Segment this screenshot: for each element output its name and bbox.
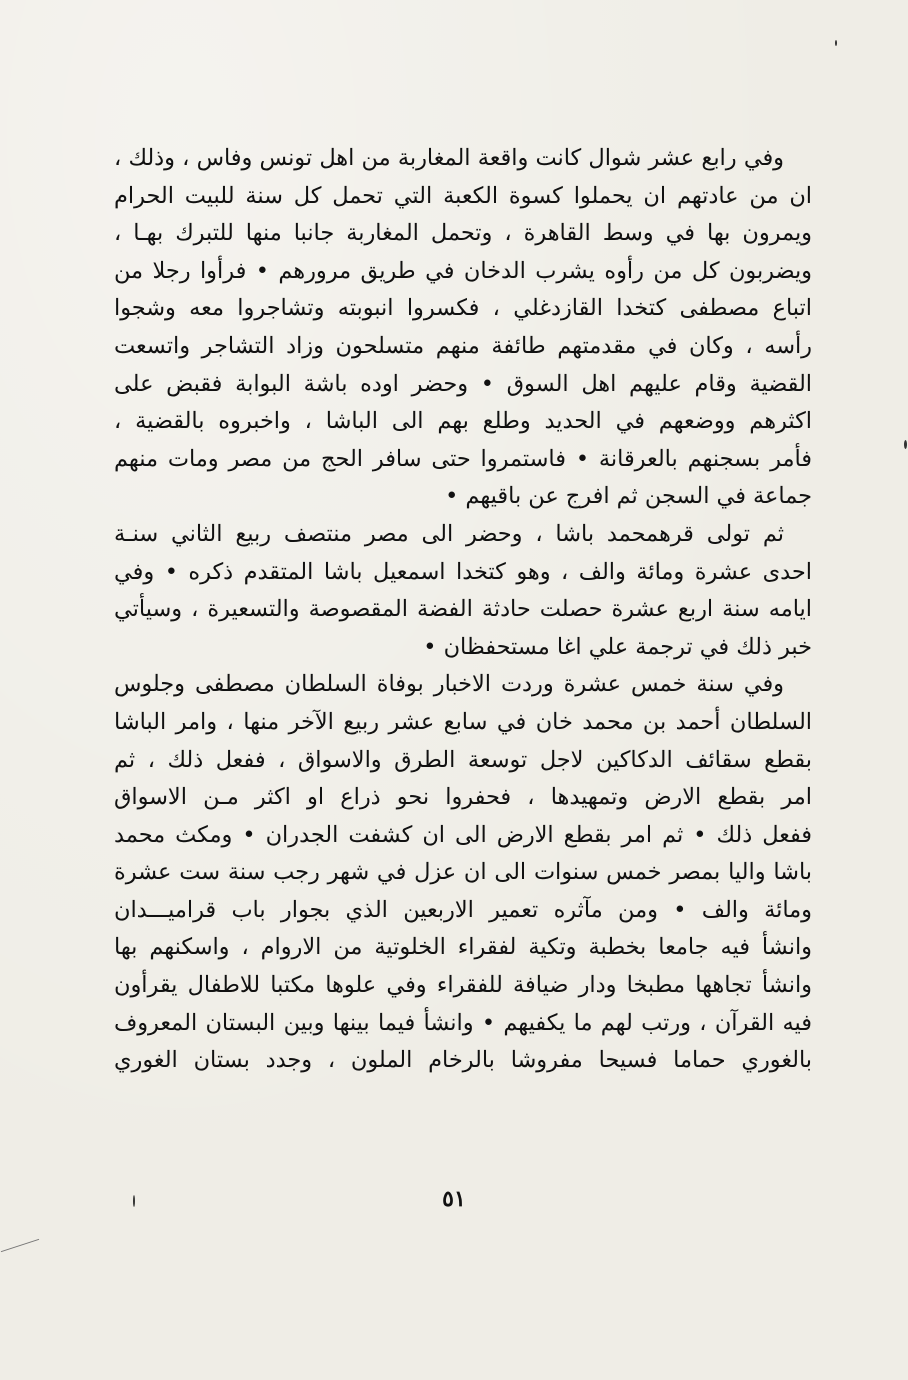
text-line: ففعل ذلك • ثم امر بقطع الارض الى ان كشفت الجدران • ومكث محمد bbox=[114, 821, 812, 848]
text-line: ان من عادتهم ان يحملوا كسوة الكعبة التي تحمل كل سنة للبيت الحرام bbox=[114, 182, 812, 209]
scan-speck bbox=[133, 1195, 135, 1207]
text-line: بالغوري حماما فسيحا مفروشا بالرخام الملون ، وجدد بستان الغوري bbox=[114, 1047, 812, 1074]
text-line: خبر ذلك في ترجمة علي اغا مستحفظان • bbox=[423, 633, 812, 660]
text-line: ويمرون بها في وسط القاهرة ، وتحمل المغاربة جانبا منها للتبرك بهـا ، bbox=[114, 220, 812, 247]
text-line: اتباع مصطفى كتخدا القازدغلي ، فكسروا انبوبته وتشاجروا معه وشجوا bbox=[114, 295, 812, 322]
text-line: جماعة في السجن ثم افرج عن باقيهم • bbox=[445, 483, 812, 510]
scan-scratch bbox=[1, 1239, 39, 1252]
text-line: احدى عشرة ومائة والف ، وهو كتخدا اسمعيل باشا المتقدم ذكره • وفي bbox=[114, 558, 812, 585]
text-line: فأمر بسجنهم بالعرقانة • فاستمروا حتى سافر الحج من مصر ومات منهم bbox=[114, 445, 812, 472]
scan-speck bbox=[835, 40, 837, 46]
text-line: امر بقطع الارض وتمهيدها ، فحفروا نحو ذراع او اكثر مـن الاسواق bbox=[114, 784, 812, 811]
scan-speck bbox=[904, 440, 907, 449]
text-line: وانشأ فيه جامعا بخطبة وتكية لفقراء الخلوتية من الاروام ، واسكنهم بها bbox=[114, 934, 812, 961]
page-number: ٥١ bbox=[442, 1186, 466, 1212]
text-line: وانشأ تجاهها مطبخا ودار ضيافة للفقراء وفي علوها مكتبا للاطفال يقرأون bbox=[114, 972, 812, 999]
text-line: فيه القرآن ، ورتب لهم ما يكفيهم • وانشأ فيما بينها وبين البستان المعروف bbox=[114, 1009, 812, 1036]
text-line: وفي رابع عشر شوال كانت واقعة المغاربة من اهل تونس وفاس ، وذلك ، bbox=[114, 145, 784, 171]
text-line: السلطان أحمد بن محمد خان في سابع عشر ربيع الآخر منها ، وامر الباشا bbox=[114, 708, 812, 735]
text-line: القضية وقام عليهم اهل السوق • وحضر اوده باشة البوابة فقبض على bbox=[114, 370, 812, 397]
text-line: ويضربون كل من رأوه يشرب الدخان في طريق مرورهم • فرأوا رجلا من bbox=[114, 257, 812, 284]
text-line: ثم تولى قرهمحمد باشا ، وحضر الى مصر منتصف ربيع الثاني سنـة bbox=[114, 520, 784, 547]
text-line: باشا واليا بمصر خمس سنوات الى ان عزل في شهر رجب سنة ست عشرة bbox=[114, 859, 812, 886]
text-line: رأسه ، وكان في مقدمتهم طائفة منهم متسلحون وزاد التشاجر واتسعت bbox=[114, 332, 812, 359]
text-line: اكثرهم ووضعهم في الحديد وطلع بهم الى الباشا ، واخبروه بالقضية ، bbox=[114, 408, 812, 435]
text-line: بقطع سقائف الدكاكين لاجل توسعة الطرق والاسواق ، ففعل ذلك ، ثم bbox=[114, 746, 812, 773]
text-line: ومائة والف • ومن مآثره تعمير الاربعين الذي بجوار باب قراميـــدان bbox=[114, 896, 812, 923]
text-line: ايامه سنة اربع عشرة حصلت حادثة الفضة المقصوصة والتسعيرة ، وسيأتي bbox=[114, 596, 812, 623]
body-text bbox=[114, 140, 812, 1080]
text-line: وفي سنة خمس عشرة وردت الاخبار بوفاة السلطان مصطفى وجلوس bbox=[114, 671, 784, 698]
